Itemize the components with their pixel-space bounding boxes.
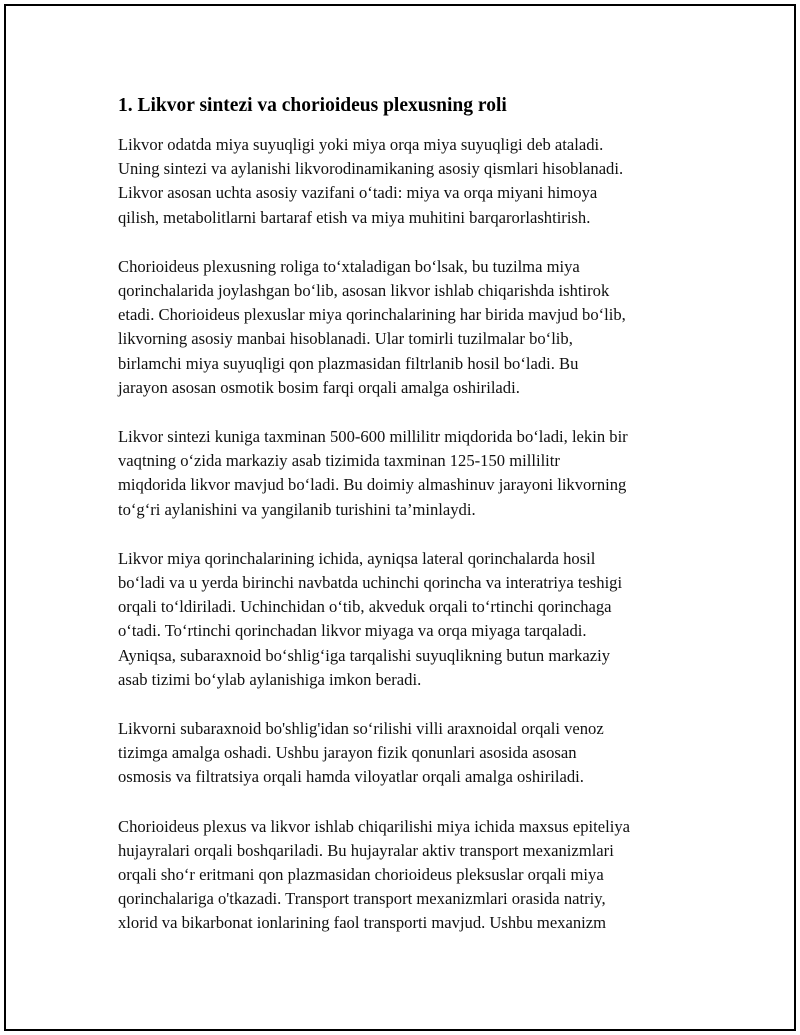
paragraph-list: [118, 133, 692, 936]
text-line: asab tizimi bo‘ylab aylanishiga imkon beradi.: [118, 669, 422, 689]
paragraph: [118, 425, 692, 522]
text-line: birlamchi miya suyuqligi qon plazmasidan filtrlanib hosil bo‘ladi. Bu: [118, 353, 579, 373]
paragraph: [118, 255, 692, 400]
text-line: Likvor asosan uchta asosiy vazifani o‘tadi: miya va orqa miyani himoya: [118, 183, 598, 203]
text-line: osmosis va filtratsiya orqali hamda viloyatlar orqali amalga oshiriladi.: [118, 767, 584, 787]
text-line: orqali to‘ldiriladi. Uchinchidan o‘tib, akveduk orqali to‘rtinchi qorinchaga: [118, 597, 612, 617]
text-line: vaqtning o‘zida markaziy asab tizimida taxminan 125-150 millilitr: [118, 451, 560, 471]
text-line: Likvor odatda miya suyuqligi yoki miya orqa miya suyuqligi deb ataladi.: [118, 135, 604, 154]
text-line: Chorioideus plexusning roliga to‘xtaladigan bo‘lsak, bu tuzilma miya: [118, 256, 580, 276]
paragraph: [118, 717, 692, 790]
text-line: Likvorni subaraxnoid bo'shlig'idan so‘rilishi villi araxnoidal orqali venoz: [118, 719, 604, 739]
text-line: qorinchalariga o'tkazadi. Transport transport mexanizmlari orasida natriy,: [118, 889, 606, 909]
text-line: jarayon asosan osmotik bosim farqi orqali amalga oshiriladi.: [118, 377, 520, 397]
paragraph: [118, 815, 692, 936]
paragraph: [118, 547, 692, 692]
text-line: tizimga amalga oshadi. Ushbu jarayon fizik qonunlari asosida asosan: [118, 743, 577, 763]
text-line: miqdorida likvor mavjud bo‘ladi. Bu doimiy almashinuv jarayoni likvorning: [118, 475, 627, 495]
text-line: hujayralari orqali boshqariladi. Bu hujayralar aktiv transport mexanizmlari: [118, 840, 614, 860]
text-line: orqali sho‘r eritmani qon plazmasidan chorioideus pleksuslar orqali miya: [118, 865, 604, 885]
text-line: Likvor sintezi kuniga taxminan 500-600 millilitr miqdorida bo‘ladi, lekin bir: [118, 427, 628, 447]
text-line: bo‘ladi va u yerda birinchi navbatda uchinchi qorincha va interatriya teshigi: [118, 573, 623, 593]
paragraph: [118, 133, 692, 230]
text-line: qilish, metabolitlarni bartaraf etish va miya muhitini barqarorlashtirish.: [118, 207, 591, 227]
section-heading: 1. Likvor sintezi va chorioideus plexusning roli: [118, 95, 507, 116]
text-line: likvorning asosiy manbai hisoblanadi. Ular tomirli tuzilmalar bo‘lib,: [118, 329, 573, 349]
text-line: etadi. Chorioideus plexuslar miya qorinchalarining har birida mavjud bo‘lib,: [118, 305, 626, 325]
text-line: Ayniqsa, subaraxnoid bo‘shlig‘iga tarqalishi suyuqlikning butun markaziy: [118, 645, 611, 665]
text-line: Uning sintezi va aylanishi likvorodinamikaning asosiy qismlari hisoblanadi.: [118, 159, 624, 179]
text-line: Likvor miya qorinchalarining ichida, ayniqsa lateral qorinchalarda hosil: [118, 548, 596, 568]
document-body: [118, 92, 692, 961]
text-line: to‘g‘ri aylanishini va yangilanib turishini ta’minlaydi.: [118, 499, 476, 519]
text-line: xlorid va bikarbonat ionlarining faol transporti mavjud. Ushbu mexanizm: [118, 913, 607, 933]
text-line: o‘tadi. To‘rtinchi qorinchadan likvor miyaga va orqa miyaga tarqaladi.: [118, 621, 587, 641]
text-line: Chorioideus plexus va likvor ishlab chiqarilishi miya ichida maxsus epiteliya: [118, 816, 631, 836]
text-line: qorinchalarida joylashgan bo‘lib, asosan likvor ishlab chiqarishda ishtirok: [118, 281, 610, 301]
